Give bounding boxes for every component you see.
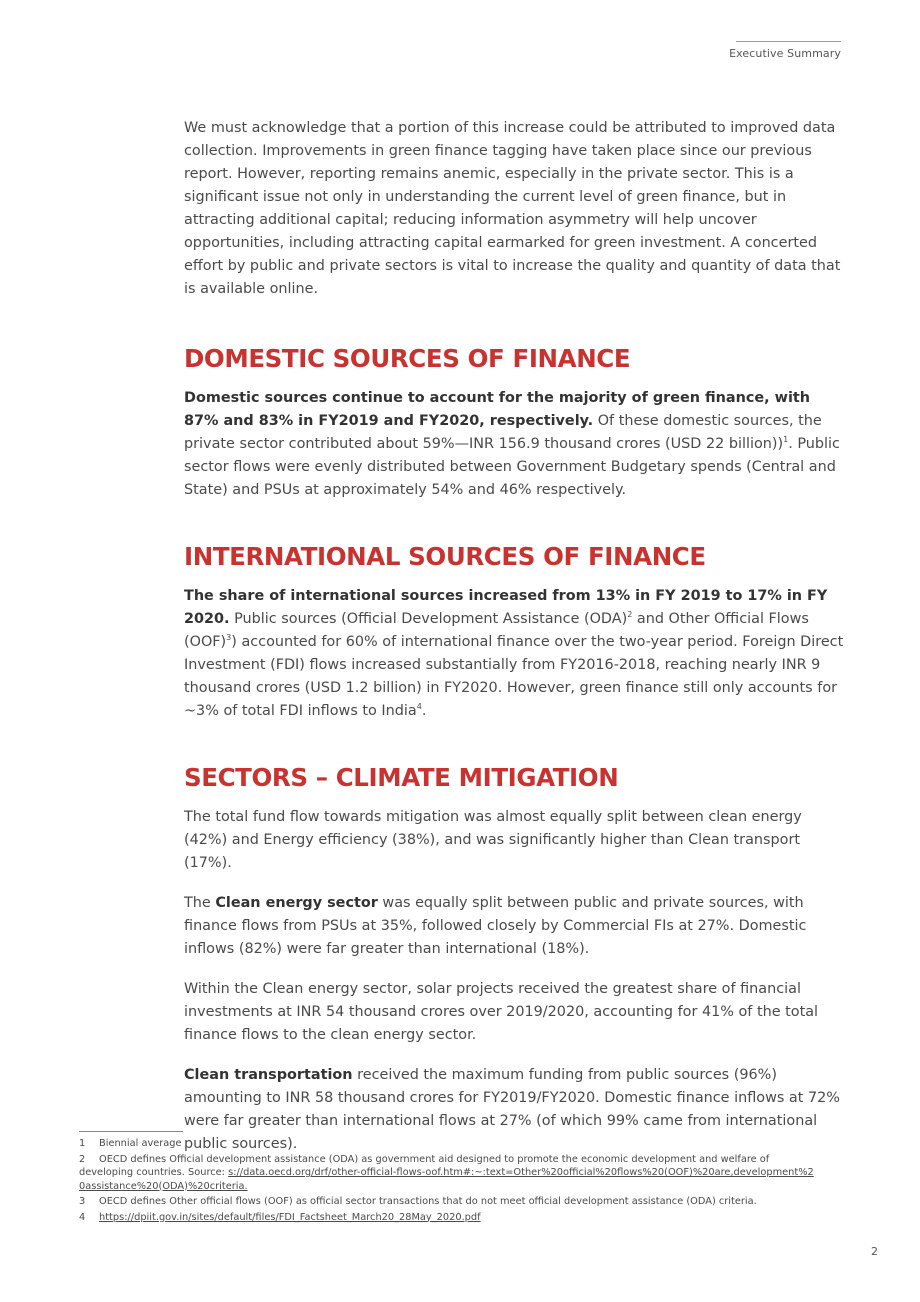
mitigation-paragraph-2 [184, 892, 844, 961]
footnote-number: 4 [79, 1211, 86, 1223]
footnote-text: OECD defines Official development assistance (ODA) as government aid designed to promote the economic development and welfare of developing countries. Source: [79, 1153, 770, 1178]
footnote-link[interactable]: https://dpiit.gov.in/sites/default/files/FDI_Factsheet_March20_28May_2020.pdf [99, 1211, 481, 1223]
footnote-text: Biennial average [99, 1138, 182, 1149]
footnote-ref-3: 3 [226, 633, 232, 643]
footnote-1 [79, 1137, 819, 1151]
international-body-1: Public sources (Official Development Assistance (ODA) [229, 611, 628, 627]
clean-energy-term: Clean energy sector [215, 895, 378, 911]
mitigation-p4-rest: received the maximum funding from public sources (96%) amounting to INR 58 thousand crores for FY2019/FY2020. Domestic finance inflows at 72% were far greater than international flows at 27% (of which 99% came from international public sources). [184, 1067, 840, 1152]
international-heading: INTERNATIONAL SOURCES OF FINANCE [184, 542, 706, 571]
mitigation-p2-pre: The [184, 895, 216, 911]
clean-transportation-term: Clean transportation [184, 1067, 353, 1083]
domestic-heading: DOMESTIC SOURCES OF FINANCE [184, 344, 631, 373]
international-body-4: . [421, 703, 427, 719]
mitigation-p2-rest: was equally split between public and private sources, with finance flows from PSUs at 35%, followed closely by Commercial FIs at 27%. Domestic inflows (82%) were far greater than international (18%). [184, 895, 807, 957]
footnote-3 [79, 1195, 819, 1209]
international-body-3: ) accounted for 60% of international finance over the two-year period. Foreign Direct Investment (FDI) flows increased substantially from FY2016-2018, reaching nearly INR 9 thousand crores (USD 1.2 billion) in FY2020. However, green finance still only accounts for ~3% of total FDI inflows to India [184, 634, 844, 719]
international-lead: The share of international sources increased from 13% in FY 2019 to 17% in FY 2020. [184, 588, 828, 627]
footnote-2 [79, 1153, 819, 1194]
footnotes [79, 1131, 819, 1226]
main-content [184, 117, 844, 1156]
international-body-2: and Other Official Flows (OOF) [184, 611, 809, 650]
footnote-ref-1: 1 [783, 435, 789, 445]
mitigation-paragraph-3: Within the Clean energy sector, solar projects received the greatest share of financial investments at INR 54 thousand crores over 2019/2020, accounting for 41% of the total finance flows to the clean energy sector. [184, 981, 819, 1043]
mitigation-paragraph-1: The total fund flow towards mitigation was almost equally split between clean energy (42%) and Energy efficiency (38%), and was significantly higher than Clean transport (17%). [184, 809, 802, 871]
footnote-ref-2: 2 [627, 610, 633, 620]
header-rule [736, 41, 841, 42]
mitigation-heading: SECTORS – CLIMATE MITIGATION [184, 763, 619, 792]
footnote-text: OECD defines Other official flows (OOF) as official sector transactions that do not meet official development assistance (ODA) criteria. [99, 1196, 757, 1207]
domestic-paragraph [184, 387, 844, 502]
footnote-4 [79, 1211, 819, 1225]
footnote-link[interactable]: s://data.oecd.org/drf/other-official-flows-oof.htm#:~:text=Other%20official%20flows%20(OOF)%20are,development%20assistance%20(ODA)%20criteria. [79, 1167, 814, 1192]
page-number: 2 [871, 1245, 878, 1258]
footnote-number: 1 [79, 1138, 86, 1149]
running-head: Executive Summary [729, 47, 841, 60]
footnote-ref-4: 4 [416, 702, 422, 712]
domestic-body-1: Of these domestic sources, the private sector contributed about 59%—INR 156.9 thousand crores (USD 22 billion)) [184, 413, 822, 452]
intro-paragraph: We must acknowledge that a portion of this increase could be attributed to improved data collection. Improvements in green finance tagging have taken place since our previous report. However, reporting remains anemic, especially in the private sector. This is a significant issue not only in understanding the current level of green finance, but in attracting additional capital; reducing information asymmetry will help uncover opportunities, including attracting capital earmarked for green investment. A concerted effort by public and private sectors is vital to increase the quality and quantity of data that is available online. [184, 120, 841, 297]
footnote-rule [79, 1131, 183, 1132]
footnote-number: 3 [79, 1196, 86, 1207]
domestic-lead: Domestic sources continue to account for the majority of green finance, with 87% and 83% in FY2019 and FY2020, respectively. [184, 390, 810, 429]
domestic-body-2: . Public sector flows were evenly distributed between Government Budgetary spends (Central and State) and PSUs at approximately 54% and 46% respectively. [184, 436, 840, 498]
international-paragraph [184, 585, 844, 723]
footnote-number: 2 [79, 1153, 86, 1165]
